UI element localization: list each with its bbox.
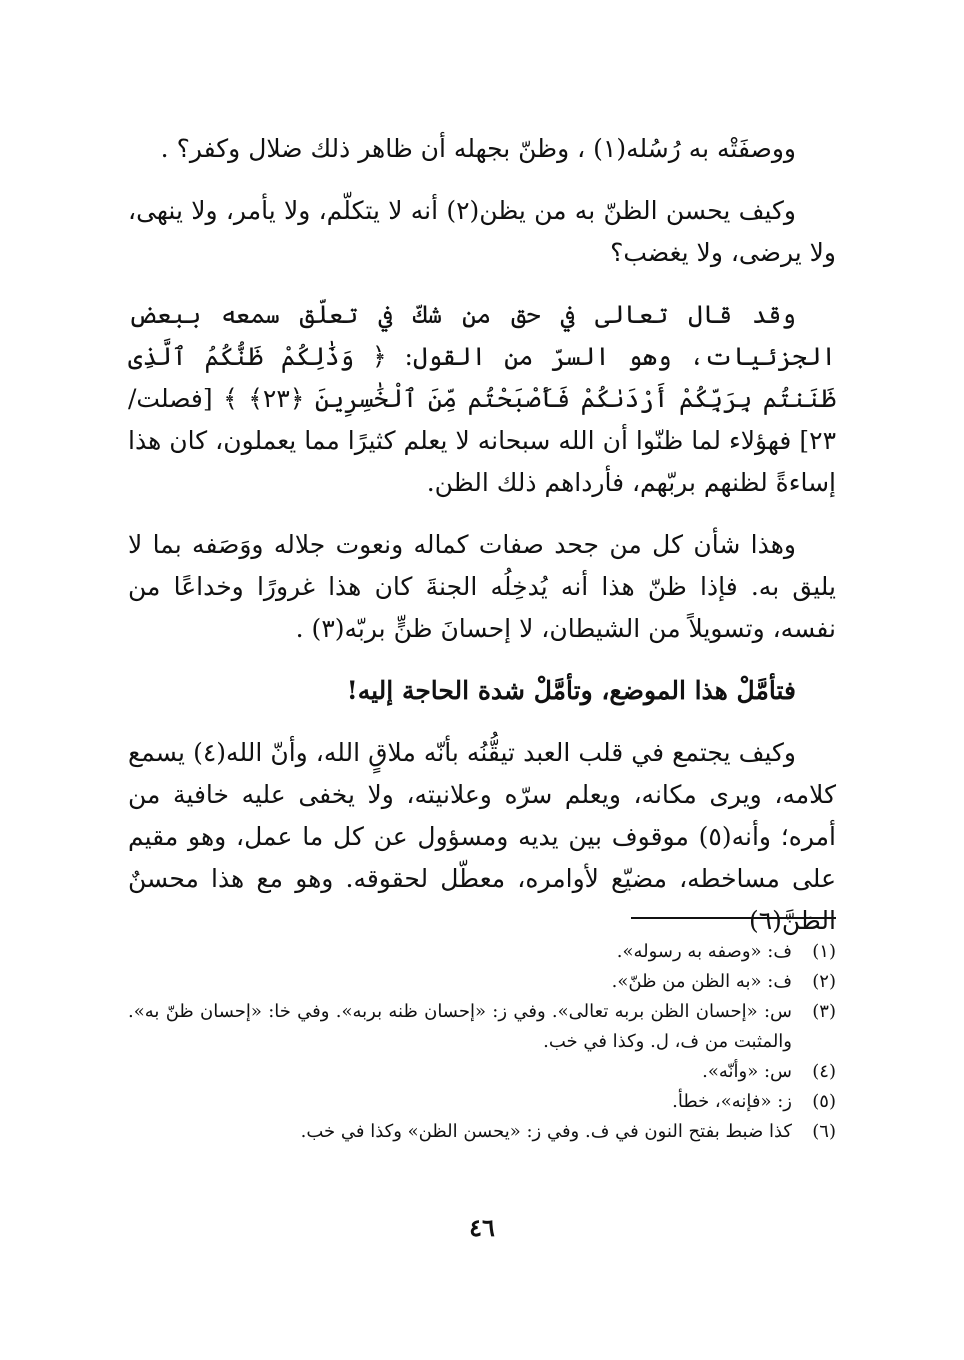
footnote-text: ز: «فإنه»، خطأ. xyxy=(672,1091,792,1112)
footnote-text: ف: «به الظن من ظنّ». xyxy=(611,971,792,992)
paragraph-3: وقد قال تعالى في حق من شكّ في تعلّق سمعه ببعض الجزئيات، وهو السرّ من القول: ﴿ وَذَٰلِكُمْ ظَنُّكُمُ ٱلَّذِى ظَنَنتُم بِرَبِّكُمْ أَرْدَىٰكُمْ فَأَصْبَحْتُم مِّنَ ٱلْخَٰسِرِينَ ﴿٢٣﴾ ﴾ [فصلت/ ٢٣] فهؤلاء لما ظنّوا أن الله سبحانه لا يعلم كثيرًا مما يعملون، كان هذا إساءةً لظنهم بربّهم، فأرداهم ذلك الظن. xyxy=(128,300,836,497)
paragraph-1: ووصفَتْه به رُسُله(١) ، وظنّ بجهله أن ظاهر ذلك ضلال وكفر؟ . xyxy=(160,134,796,163)
footnote-number: (٣) xyxy=(812,1001,836,1022)
main-text xyxy=(128,128,836,962)
footnote xyxy=(128,1057,836,1087)
footnote-number: (٢) xyxy=(812,971,836,992)
footnote-number: (٦) xyxy=(812,1121,836,1142)
footnote-number: (١) xyxy=(812,941,836,962)
section-heading: فتأمَّلْ هذا الموضع، وتأمَّلْ شدة الحاجة إليه! xyxy=(346,676,796,705)
footnote-number: (٤) xyxy=(812,1061,836,1082)
footnote-text: كذا ضبط بفتح النون في ف. وفي ز: «يحسن الظن» وكذا في خب. xyxy=(300,1121,792,1142)
paragraph-5: وكيف يجتمع في قلب العبد تيقُّنُه بأنّه ملاقٍ الله، وأنّ الله(٤) يسمع كلامه، ويرى مكانه، ويعلم سرّه وعلانيته، ولا يخفى عليه خافية من أمره؛ وأنه(٥) موقوف بين يديه ومسؤول عن كل ما عمل، وهو مقيم على مساخطه، مضيّع لأوامره، معطّل لحقوقه. وهو مع هذا محسنٌ الظنَّ(٦) xyxy=(128,738,836,935)
paragraph-2: وكيف يحسن الظنّ به من يظن(٢) أنه لا يتكلّم، ولا يأمر، ولا ينهى، ولا يرضى، ولا يغضب؟ xyxy=(128,196,836,267)
footnote-number: (٥) xyxy=(812,1091,836,1112)
footnote-text: س: «وأنّه». xyxy=(702,1061,792,1082)
footnote-text: ف: «وصفه به رسوله». xyxy=(616,941,792,962)
footnote-separator xyxy=(631,917,836,919)
page-number: ٤٦ xyxy=(469,1213,495,1242)
footnote xyxy=(128,967,836,997)
footnote xyxy=(128,997,836,1057)
footnotes xyxy=(128,937,836,1147)
footnote xyxy=(128,1087,836,1117)
footnote xyxy=(128,1117,836,1147)
footnote xyxy=(128,937,836,967)
footnote-text: س: «إحسان الظن بربه تعالى». وفي ز: «إحسان ظنه بربه». وفي خا: «إحسان ظنّ به». والمثبت من ف، ل. وكذا في خب. xyxy=(128,1001,792,1052)
paragraph-4: وهذا شأن كل من جحد صفات كماله ونعوت جلاله ووَصَفه بما لا يليق به. فإذا ظنّ هذا أنه يُدخِلُه الجنةَ كان هذا غرورًا وخداعًا من نفسه، وتسويلاً من الشيطان، لا إحسانَ ظنٍّ بربّه(٣) . xyxy=(128,530,836,643)
